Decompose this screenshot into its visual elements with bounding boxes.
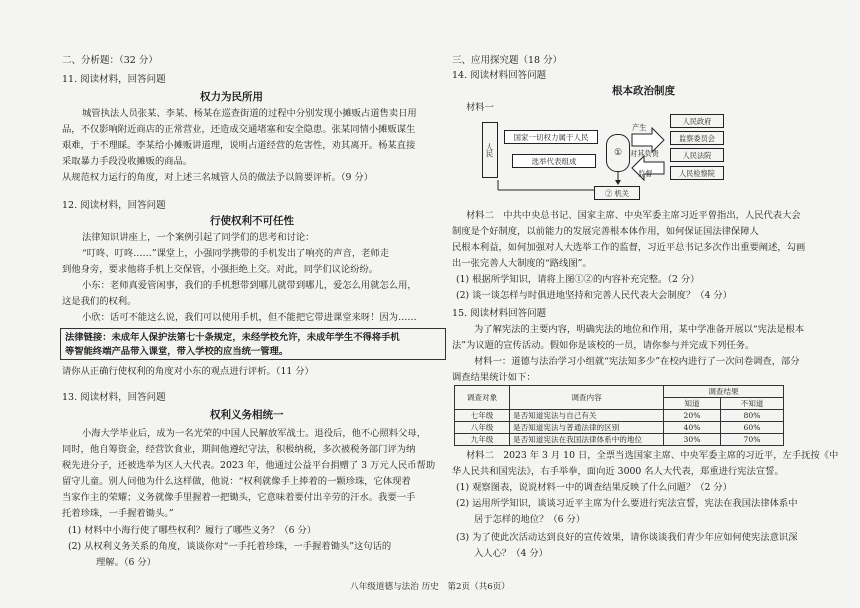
q13-line-2: 同时，他自筹资金，经营饮食业，期间他遵纪守法，积极纳税，多次被税务部门评为纳: [62, 444, 416, 455]
q12-question: 请你从正确行使权利的角度对小东的观点进行评析。（11 分）: [62, 366, 314, 377]
q15-line-4: 调查结果统计如下：: [452, 372, 536, 383]
q14-m2-line-1: 材料二 中共中央总书记、国家主席、中央军委主席习近平曾指出，人民代表大会: [466, 210, 801, 221]
page-footer: 八年级道德与法治 历史 第2页（共6页）: [350, 582, 510, 592]
table-header-row: [455, 386, 784, 398]
header-object: 调查对象: [455, 386, 510, 410]
q13-line-5: 当家作主的荣耀；义务就像手里握着一把锄头，它意味着要付出辛劳的汗水。我要一手: [62, 492, 416, 503]
q15-line-2: 法”为议题的宣传活动。假如你是该校的一员，请你参与并完成下列任务。: [452, 340, 755, 351]
q12-line-1: 法律知识讲座上，一个案例引起了同学们的思考和讨论：: [82, 232, 315, 243]
q11-title: 权力为民所用: [200, 91, 263, 103]
q12-heading: 12. 阅读材料，回答问题: [62, 200, 166, 211]
row-object: 八年级: [455, 422, 510, 434]
political-system-diagram: [482, 114, 752, 204]
q13-line-6: 托着珍珠，一手握着锄头。”: [62, 508, 174, 519]
law-link-line-1: 法律链接：未成年人保护法第七十条规定，未经学校允许，未成年学生不得将手机: [65, 332, 400, 343]
q11-question: 从规范权力运行的角度，对上述三名城管人员的做法予以简要评析。（9 分）: [62, 172, 374, 183]
q12-line-2: “叮咚、叮咚……”课堂上，小强同学携带的手机发出了响亮的声音，老师走: [82, 248, 390, 259]
row-unknown: 80%: [721, 410, 784, 422]
elect-arrow: [512, 154, 596, 168]
all-power-arrow: [504, 130, 598, 144]
produce-label: 产生: [632, 123, 647, 132]
q14-m2-line-2: 制度是个好制度，以前能力的发展完善根本体作用，如何保证国法律保障人: [452, 226, 759, 237]
all-power-label: 国家一切权力属于人民: [513, 132, 589, 142]
q14-title: 根本政治制度: [612, 85, 675, 97]
q13-heading: 13. 阅读材料，回答问题: [62, 392, 166, 403]
row-content: 是否知道宪法与普通法律的区别: [510, 422, 664, 434]
blank-one-label: ①: [613, 148, 623, 158]
responsible-label: 对其负责: [630, 149, 659, 158]
table-row: [455, 422, 784, 434]
law-link-line-2: 等智能终端产品带入课堂，带入学校的应当统一管理。: [65, 346, 289, 357]
q11-line-2: 品，不仅影响附近商店的正常营业，还造成交通堵塞和安全隐患。张某同情小摊贩谋生: [62, 124, 416, 135]
q15-line-3: 材料一：道德与法治学习小组就“宪法知多少”在校内进行了一次问卷调查，部分: [474, 356, 800, 367]
row-unknown: 60%: [721, 422, 784, 434]
q11-line-3: 艰难，于不理睬。李某给小摊贩讲道理，说明占道经营的危害性，劝其离开。杨某直接: [62, 140, 416, 151]
table-row: [455, 410, 784, 422]
procuratorate-label: 人民检察院: [679, 168, 715, 178]
header-unknown: 不知道: [721, 398, 784, 410]
blank-one-circle: [606, 134, 630, 172]
q14-m2-line-3: 民根本利益，如何加强对人大选举工作的监督，习近平总书记多次作出重要阐述，勾画: [452, 242, 806, 253]
q15-sub-1: (1) 观察图表，说说材料一中的调查结果反映了什么问题？（2 分）: [456, 482, 733, 493]
q14-heading: 14. 阅读材料回答问题: [452, 70, 547, 81]
q15-sub-3: (3) 为了使此次活动达到良好的宣传效果，请你谈谈我们青少年应如何使宪法意识深: [456, 532, 798, 543]
q15-m2-line-2: 华人民共和国宪法》，右手举拳，面向近 3000 名人大代表，郑重进行宪法宣誓。: [452, 466, 784, 477]
row-unknown: 70%: [721, 434, 784, 446]
q13-line-1: 小海大学毕业后，成为一名光荣的中国人民解放军战士。退役后，他不心照料父母，: [82, 428, 426, 439]
q15-sub-2-cont: 居于怎样的地位？（6 分）: [474, 514, 586, 525]
row-know: 40%: [664, 422, 721, 434]
supervise-label: 监督: [638, 169, 653, 178]
row-know: 20%: [664, 410, 721, 422]
q14-m2-line-4: 出一张完善人大制度的“路线图”。: [452, 258, 592, 269]
q14-sub-2: (2) 谈一谈怎样与时俱进地坚持和完善人民代表大会制度？（4 分）: [456, 290, 733, 301]
q13-title: 权利义务相统一: [210, 409, 284, 421]
q12-line-6: 小欣：话可不能这么说，我们可以使用手机，但不能把它带进课堂来呀！因为……: [82, 312, 417, 323]
court-box: [670, 148, 724, 162]
header-know: 知道: [664, 398, 721, 410]
q13-line-3: 税先进分子，还被选举为区人大代表。2023 年，他通过公益平台捐赠了 3 万元人民币帮助: [62, 460, 436, 471]
q15-sub-3-cont: 入人心？（4 分）: [474, 548, 548, 559]
supervision-commission-box: [670, 131, 724, 145]
supervision-commission-label: 监察委员会: [679, 133, 715, 143]
q15-line-1: 为了解宪法的主要内容，明确宪法的地位和作用，某中学准备开展以“宪法是根本: [474, 324, 805, 335]
gov-label: 人民政府: [682, 116, 712, 126]
q13-sub-2-cont: 理解。（6 分）: [96, 557, 157, 568]
section-analysis: 二、分析题：（32 分）: [62, 55, 158, 66]
q12-line-4: 小东：老师真爱管闲事，我们的手机想带到哪儿就带到哪儿，爱怎么用就怎么用，: [82, 280, 417, 291]
blank-two-label: ② 机关: [605, 188, 629, 198]
q11-line-1: 城管执法人员张某、李某、杨某在巡查街道的过程中分别发现小摊贩占道售卖日用: [82, 108, 417, 119]
header-content: 调查内容: [510, 386, 664, 410]
gov-box: [670, 114, 724, 128]
q12-line-5: 这是我们的权利。: [62, 296, 137, 307]
survey-table: [454, 385, 784, 446]
material-one-label: 材料一: [466, 102, 494, 113]
people-box: [482, 122, 498, 178]
court-label: 人民法院: [682, 150, 712, 160]
row-content: 是否知道宪法与自己有关: [510, 410, 664, 422]
elect-label: 选举代表组成: [531, 156, 577, 166]
q15-m2-line-1: 材料二 2023 年 3 月 10 日，全票当选国家主席、中央军委主席的习近平，左手抚按《中: [466, 450, 839, 461]
section-application: 三、应用探究题（18 分）: [452, 55, 563, 66]
header-result: 调查结果: [664, 386, 784, 398]
q13-sub-2: (2) 从权利义务关系的角度，谈谈你对“一手托着珍珠，一手握着锄头”这句话的: [68, 541, 392, 552]
row-know: 30%: [664, 434, 721, 446]
procuratorate-box: [670, 166, 724, 180]
q13-sub-1: (1) 材料中小海行使了哪些权利？履行了哪些义务？（6 分）: [68, 525, 317, 536]
q12-line-3: 到他身旁，要求他将手机上交保管，小强拒绝上交。对此，同学们议论纷纷。: [62, 264, 379, 275]
blank-two-box: [594, 186, 640, 200]
row-object: 七年级: [455, 410, 510, 422]
people-label: 人民: [485, 142, 495, 158]
q14-sub-1: (1) 根据所学知识，请将上图①②的内容补充完整。（2 分）: [456, 274, 700, 285]
q15-sub-2: (2) 运用所学知识，谈谈习近平主席为什么要进行宪法宣誓，宪法在我国法律体系中: [456, 498, 798, 509]
law-link-box: [60, 328, 446, 360]
q12-title: 行使权利不可任性: [210, 215, 294, 227]
table-row: [455, 434, 784, 446]
row-object: 九年级: [455, 434, 510, 446]
q11-heading: 11. 阅读材料，回答问题: [62, 74, 166, 85]
q15-heading: 15. 阅读材料回答问题: [452, 308, 547, 319]
q11-line-4: 采取暴力手段没收摊贩的商品。: [62, 156, 193, 167]
q13-line-4: 留守儿童。别人问他为什么这样做，他说：“权利就像手上捧着的一颗珍珠，它体现着: [62, 476, 411, 487]
row-content: 是否知道宪法在我国法律体系中的地位: [510, 434, 664, 446]
